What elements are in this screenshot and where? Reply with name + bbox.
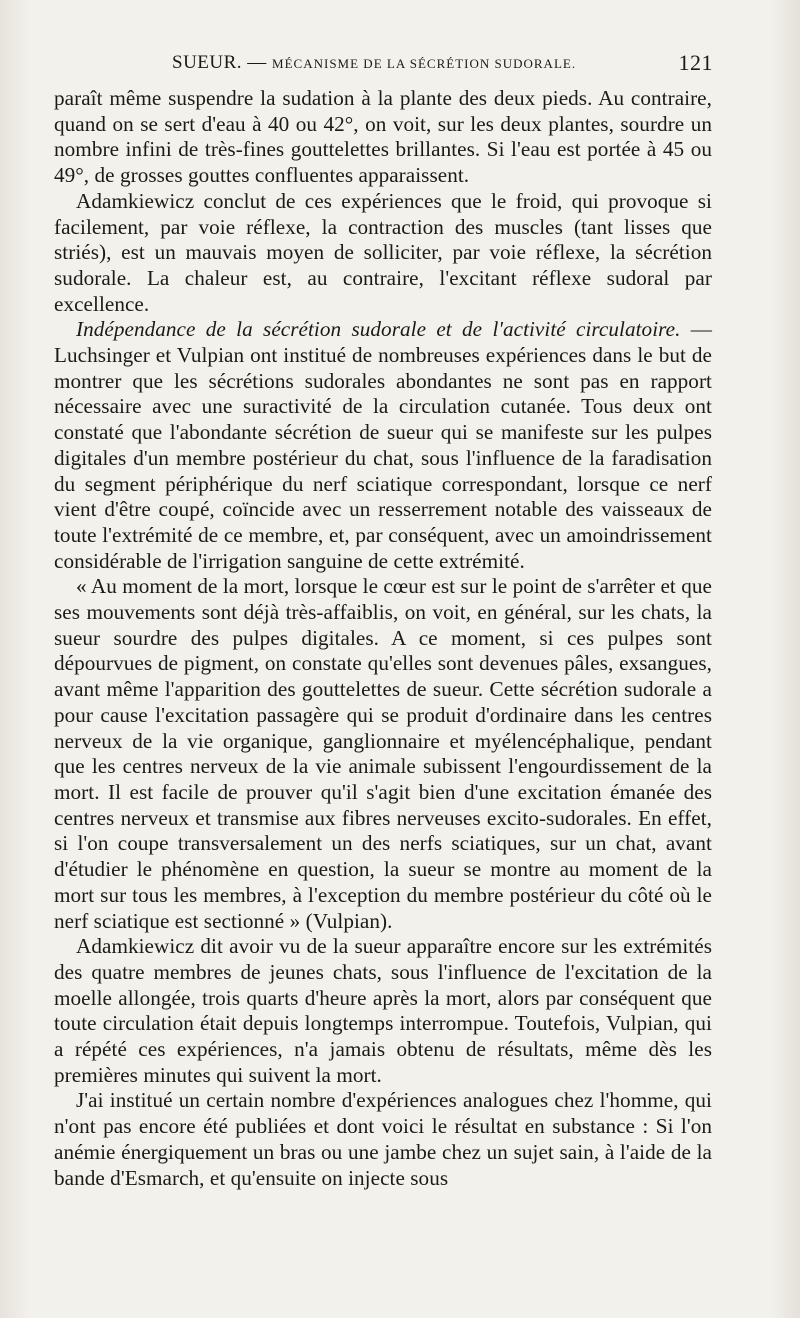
section-heading: Indépendance de la sécrétion sudorale et de l'activité circulatoire. — [76, 317, 681, 342]
running-head-title: SUEUR. — MÉCANISME DE LA SÉCRÉTION SUDORALE. — [172, 52, 577, 73]
paragraph-1: paraît même suspendre la sudation à la plante des deux pieds. Au contraire, quand on se sert d'eau à 40 ou 42°, on voit, sur les deux plantes, sourdre un nombre infini de très-fines gouttelettes brillantes. Si l'eau est portée à 45 ou 49°, de grosses gouttes confluentes apparaissent. — [54, 86, 712, 188]
paragraph-5: Adamkiewicz dit avoir vu de la sueur apparaître encore sur les extrémités des quatre membres de jeunes chats, sous l'influence de l'excitation de la moelle allongée, trois quarts d'heure après la mort, alors par conséquent que toute circulation était depuis longtemps interrompue. Toutefois, Vulpian, qui a répété ces expériences, n'a jamais obtenu de résultats, même dès les premières minutes qui suivent la mort. — [54, 934, 712, 1087]
paragraph-3: Indépendance de la sécrétion sudorale et de l'activité circulatoire. — Luchsinger et Vulpian ont institué de nombreuses expériences dans le but de montrer que les sécrétions sudorales abondantes ne sont pas en rapport nécessaire avec une suractivité de la circulation cutanée. Tous deux ont constaté que l'abondante sécrétion de sueur qui se manifeste sur les pulpes digitales d'un membre postérieur du chat, sous l'influence de la faradisation du segment périphérique du nerf sciatique correspondant, lorsque ce nerf vient d'être coupé, coïncide avec un resserrement notable des vaisseaux de toute l'extrémité de ce membre, et, par conséquent, avec un amoindrissement considérable de l'irrigation sanguine de cette extrémité. — [54, 317, 712, 573]
body-text — [54, 86, 712, 1191]
paragraph-4: « Au moment de la mort, lorsque le cœur est sur le point de s'arrêter et que ses mouvements sont déjà très-affaiblis, on voit, en général, sur les chats, la sueur sourdre des pulpes digitales. A ce moment, si ces pulpes sont dépourvues de pigment, on constate qu'elles sont devenues pâles, exsangues, avant même l'apparition des gouttelettes de sueur. Cette sécrétion sudorale a pour cause l'excitation passagère qui se produit d'ordinaire dans les centres nerveux de la vie organique, ganglionnaire et myélencéphalique, pendant que les centres nerveux de la vie animale subissent l'engourdissement de la mort. Il est facile de prouver qu'il s'agit bien d'une excitation émanée des centres nerveux et transmise aux fibres nerveuses excito-sudorales. En effet, si l'on coupe transversalement un des nerfs sciatiques, sur un chat, avant d'étudier le phénomène en question, la sueur se montre au moment de la mort sur tous les membres, à l'exception du membre postérieur du côté où le nerf sciatique est sectionné » (Vulpian). — [54, 574, 712, 933]
running-head — [54, 46, 712, 86]
paragraph-6: J'ai institué un certain nombre d'expériences analogues chez l'homme, qui n'ont pas encore été publiées et dont voici le résultat en substance : Si l'on anémie énergiquement un bras ou une jambe chez un sujet sain, à l'aide de la bande d'Esmarch, et qu'ensuite on injecte sous — [54, 1088, 712, 1190]
page-number: 121 — [678, 50, 713, 75]
paragraph-2: Adamkiewicz conclut de ces expériences que le froid, qui provoque si facilement, par voie réflexe, la contraction des muscles (tant lisses que striés), est un mauvais moyen de solliciter, par voie réflexe, la sécrétion sudorale. La chaleur est, au contraire, l'excitant réflexe sudoral par excellence. — [54, 188, 712, 316]
